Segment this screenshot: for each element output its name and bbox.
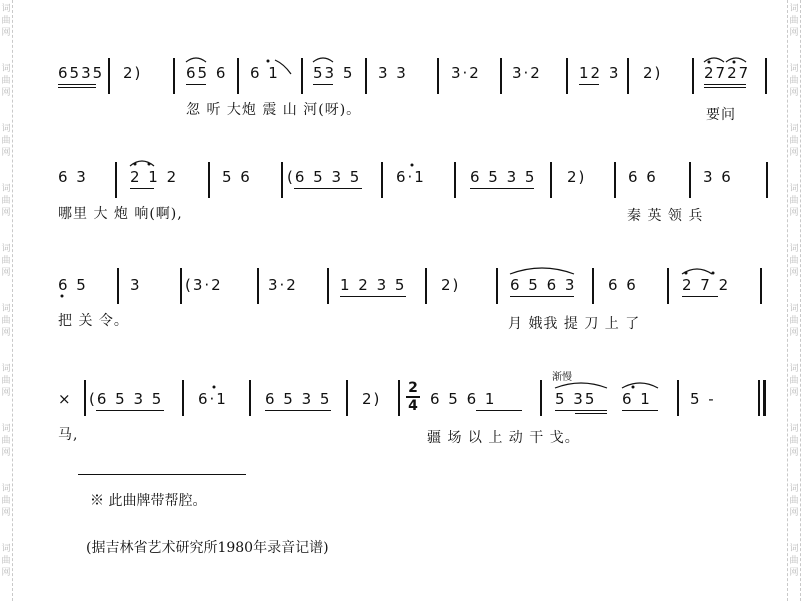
- row1-note-6: 3 3: [378, 64, 408, 82]
- watermark-char: 曲: [1, 496, 11, 506]
- watermark-char: 曲: [789, 16, 799, 26]
- slur: [555, 383, 607, 388]
- row3-note-9: 2 7 2: [682, 276, 731, 294]
- watermark-char: 网: [1, 28, 11, 38]
- row4-note-3: 6·1: [198, 390, 228, 408]
- watermark-char: 曲: [1, 256, 11, 266]
- row2-note-5: 6·1: [396, 168, 426, 186]
- watermark-char: 曲: [1, 76, 11, 86]
- watermark-char: 词: [789, 484, 799, 494]
- octave-dot: [148, 163, 151, 166]
- octave-dot: [61, 295, 64, 298]
- row1-lyrics-b: 要问: [706, 107, 736, 123]
- watermark-char: 曲: [789, 496, 799, 506]
- watermark-char: 曲: [1, 556, 11, 566]
- row1-note-9: 12 3: [579, 64, 621, 82]
- watermark-char: 网: [789, 28, 799, 38]
- watermark-char: 网: [1, 568, 11, 578]
- watermark-char: 网: [1, 448, 11, 458]
- watermark-char: 曲: [789, 76, 799, 86]
- octave-dot: [632, 386, 635, 389]
- watermark-char: 词: [1, 64, 11, 74]
- octave-dot: [685, 272, 688, 275]
- octave-dot: [134, 163, 137, 166]
- watermark-char: 曲: [1, 436, 11, 446]
- watermark-char: 曲: [1, 196, 11, 206]
- row2-lyrics-a: 哪里 大 炮 响(啊),: [58, 206, 183, 222]
- watermark-char: 词: [789, 244, 799, 254]
- row2-note-6: 6 5 3 5: [470, 168, 537, 186]
- watermark-char: 网: [1, 388, 11, 398]
- octave-dot: [712, 272, 715, 275]
- row1-note-8: 3·2: [512, 64, 542, 82]
- row3-note-4: 3·2: [268, 276, 298, 294]
- watermark-char: 曲: [789, 316, 799, 326]
- watermark-char: 网: [789, 148, 799, 158]
- watermark-char: 网: [789, 388, 799, 398]
- row2-note-2: 2 1 2: [130, 168, 179, 186]
- watermark-char: 曲: [789, 376, 799, 386]
- watermark-char: 网: [1, 268, 11, 278]
- row3-note-6: 2): [441, 276, 461, 294]
- slur: [313, 58, 333, 62]
- watermark-char: 曲: [789, 556, 799, 566]
- watermark-char: 网: [1, 148, 11, 158]
- watermark-char: 词: [789, 184, 799, 194]
- watermark-char: 网: [789, 328, 799, 338]
- row4-lyrics-b: 疆 场 以 上 动 干 戈。: [427, 430, 580, 446]
- watermark-char: 网: [789, 508, 799, 518]
- watermark-char: 词: [1, 544, 11, 554]
- row4-note-5: 2): [362, 390, 382, 408]
- row4-note-6: 6 5 6 1: [430, 390, 497, 408]
- octave-dot: [733, 61, 736, 64]
- row3-note-7: 6 5 6 3: [510, 276, 577, 294]
- watermark-char: 网: [1, 508, 11, 518]
- row3-note-5: 1 2 3 5: [340, 276, 407, 294]
- watermark-char: 网: [1, 88, 11, 98]
- row1-note-4: 6 1: [250, 64, 280, 82]
- slur: [275, 60, 291, 74]
- watermark-char: 网: [789, 268, 799, 278]
- time-signature-top: 2: [408, 380, 418, 396]
- row1-note-5: 53 5: [313, 64, 355, 82]
- row4-lyrics-a: 马,: [58, 427, 79, 443]
- watermark-char: 网: [789, 88, 799, 98]
- watermark-char: 词: [1, 484, 11, 494]
- row4-note-9: 5 -: [690, 390, 716, 408]
- row4-note-1: ×: [58, 390, 73, 408]
- row1-lyrics-a: 忽 听 大炮 震 山 河(呀)。: [186, 102, 362, 118]
- row2-note-9: 3 6: [703, 168, 733, 186]
- row2-note-8: 6 6: [628, 168, 658, 186]
- watermark-char: 词: [789, 544, 799, 554]
- watermark-char: 曲: [789, 256, 799, 266]
- row1-note-3: 65 6: [186, 64, 228, 82]
- tempo-mark: 渐慢: [552, 372, 572, 383]
- watermark-char: 曲: [1, 376, 11, 386]
- row4-note-7: 5 35: [555, 390, 597, 408]
- watermark-char: 词: [1, 244, 11, 254]
- row3-note-8: 6 6: [608, 276, 638, 294]
- watermark-char: 词: [789, 4, 799, 14]
- row1-note-1: 6535: [58, 64, 105, 82]
- footnote-text: ※ 此曲牌带帮腔。: [90, 493, 207, 509]
- watermark-char: 曲: [789, 136, 799, 146]
- row1-note-11: 2727: [704, 64, 751, 82]
- slur: [704, 58, 724, 62]
- watermark-char: 词: [789, 424, 799, 434]
- octave-dot: [213, 386, 216, 389]
- octave-dot: [267, 60, 270, 63]
- row3-lyrics-a: 把 关 令。: [58, 313, 129, 329]
- row3-note-3: (3·2: [185, 276, 223, 294]
- watermark-char: 词: [789, 364, 799, 374]
- row3-note-1: 6 5: [58, 276, 88, 294]
- row2-note-7: 2): [567, 168, 587, 186]
- slur: [622, 383, 658, 388]
- watermark-char: 词: [1, 304, 11, 314]
- watermark-char: 词: [789, 64, 799, 74]
- row2-note-1: 6 3: [58, 168, 88, 186]
- watermark-char: 曲: [1, 316, 11, 326]
- row2-lyrics-b: 秦 英 领 兵: [627, 208, 704, 224]
- watermark-char: 网: [789, 568, 799, 578]
- footnote-rule: [78, 474, 246, 475]
- row4-note-2: (6 5 3 5: [89, 390, 164, 408]
- row4-note-8: 6 1: [622, 390, 652, 408]
- watermark-char: 曲: [1, 16, 11, 26]
- watermark-char: 曲: [789, 196, 799, 206]
- row1-note-10: 2): [643, 64, 663, 82]
- time-signature-bottom: 4: [408, 397, 418, 414]
- row3-lyrics-b: 月 娥我 提 刀 上 了: [508, 316, 641, 332]
- watermark-char: 网: [1, 328, 11, 338]
- watermark-char: 词: [1, 364, 11, 374]
- watermark-char: 词: [789, 124, 799, 134]
- row2-note-3: 5 6: [222, 168, 252, 186]
- watermark-char: 网: [1, 208, 11, 218]
- watermark-char: 曲: [789, 436, 799, 446]
- row1-note-7: 3·2: [451, 64, 481, 82]
- watermark-char: 网: [789, 448, 799, 458]
- watermark-char: 网: [789, 208, 799, 218]
- watermark-char: 词: [789, 304, 799, 314]
- octave-dot: [708, 61, 711, 64]
- watermark-char: 曲: [1, 136, 11, 146]
- row3-note-2: 3: [130, 276, 142, 294]
- row2-note-4: (6 5 3 5: [287, 168, 362, 186]
- watermark-char: 词: [1, 124, 11, 134]
- watermark-char: 词: [1, 184, 11, 194]
- watermark-char: 词: [1, 424, 11, 434]
- source-note: (据吉林省艺术研究所1980年录音记谱): [86, 540, 329, 556]
- row1-note-2: 2): [123, 64, 143, 82]
- octave-dot: [411, 164, 414, 167]
- slur: [726, 58, 746, 62]
- row4-note-4: 6 5 3 5: [265, 390, 332, 408]
- slur: [186, 58, 206, 62]
- slur: [510, 268, 574, 274]
- watermark-char: 词: [1, 4, 11, 14]
